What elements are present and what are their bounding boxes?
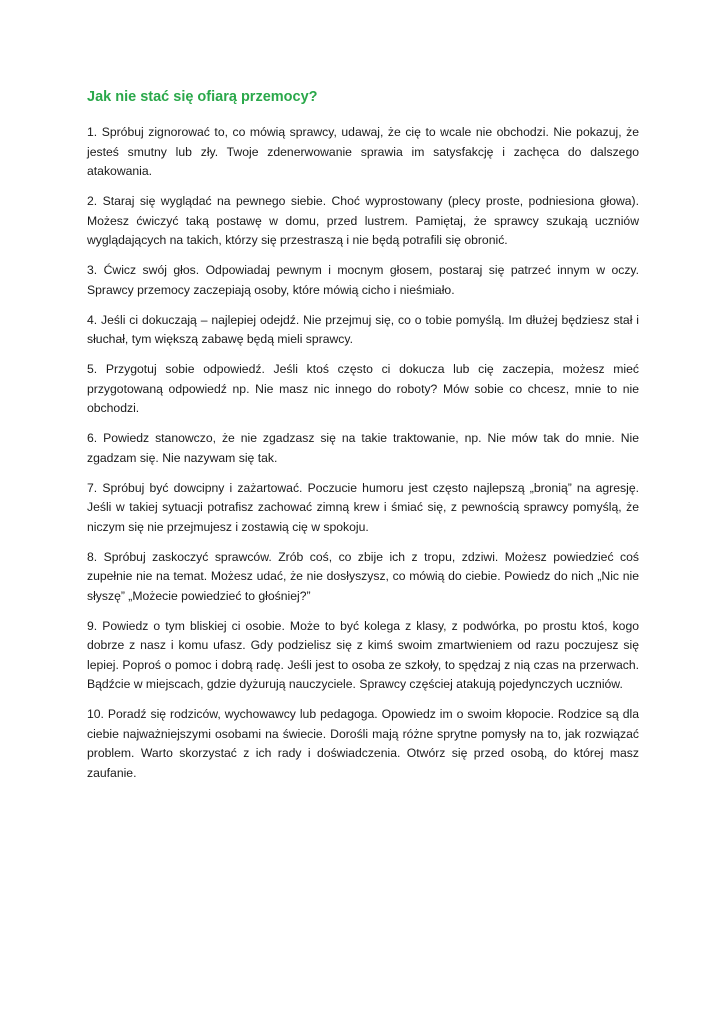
paragraph-10: 10. Poradź się rodziców, wychowawcy lub pedagoga. Opowiedz im o swoim kłopocie. Rodzice są dla ciebie najważniejszymi osobami na świecie. Dorośli mają różne sprytne pomysły na to, jak rozwiązać problem. Warto skorzystać z ich rady i doświadczenia. Otwórz się przed osobą, do której masz zaufanie. xyxy=(87,707,639,780)
paragraph-4: 4. Jeśli ci dokuczają – najlepiej odejdź. Nie przejmuj się, co o tobie pomyślą. Im dłużej będziesz stał i słuchał, tym większą zabawę będą mieli sprawcy. xyxy=(87,312,639,346)
document-title: Jak nie stać się ofiarą przemocy? xyxy=(87,89,318,105)
paragraph-9: 9. Powiedz o tym bliskiej ci osobie. Może to być kolega z klasy, z podwórka, po prostu ktoś, kogo dobrze z nasz i komu ufasz. Gdy podzielisz się z kimś swoim zmartwieniem od razu poczujesz się lepiej. Poproś o pomoc i dobrą radę. Jeśli jest to osoba ze szkoły, to spędzaj z nią czas na przerwach. Bądźcie w miejscach, gdzie dyżurują nauczyciele. Sprawcy częściej atakują pojedynczych uczniów. xyxy=(87,618,639,691)
paragraph-6: 6. Powiedz stanowczo, że nie zgadzasz się na takie traktowanie, np. Nie mów tak do mnie. Nie zgadzam się. Nie nazywam się tak. xyxy=(87,431,639,465)
paragraph-2: 2. Staraj się wyglądać na pewnego siebie. Choć wyprostowany (plecy proste, podniesiona głowa). Możesz ćwiczyć taką postawę w domu, przed lustrem. Pamiętaj, że sprawcy szukają uczniów wyglądających na takich, którzy się przestraszą i nie będą potrafili się obronić. xyxy=(87,194,639,247)
paragraph-5: 5. Przygotuj sobie odpowiedź. Jeśli ktoś często ci dokucza lub cię zaczepia, możesz mieć przygotowaną odpowiedź np. Nie masz nic innego do roboty? Mów sobie co chcesz, mnie to nie obchodzi. xyxy=(87,362,639,415)
paragraph-3: 3. Ćwicz swój głos. Odpowiadaj pewnym i mocnym głosem, postaraj się patrzeć innym w oczy. Sprawcy przemocy zaczepiają osoby, które mówią cicho i nieśmiało. xyxy=(87,263,639,297)
paragraph-7: 7. Spróbuj być dowcipny i zażartować. Poczucie humoru jest często najlepszą „bronią” na agresję. Jeśli w takiej sytuacji potrafisz zachować zimną krew i śmiać się, z pewnością sprawcy pomyślą, że niczym się nie przejmujesz i zostawią cię w spokoju. xyxy=(87,480,639,534)
paragraph-8: 8. Spróbuj zaskoczyć sprawców. Zrób coś, co zbije ich z tropu, zdziwi. Możesz powiedzieć coś zupełnie nie na temat. Możesz udać, że nie dosłyszysz, co mówią do ciebie. Powiedz do nich „Nic nie słyszę” „Możecie powiedzieć to głośniej?” xyxy=(87,549,639,603)
document-content xyxy=(87,87,639,794)
paragraph-1: 1. Spróbuj zignorować to, co mówią sprawcy, udawaj, że cię to wcale nie obchodzi. Nie pokazuj, że jesteś smutny lub zły. Twoje zdenerwowanie sprawia im satysfakcję i zachęca do dalszego atakowania. xyxy=(87,125,639,178)
